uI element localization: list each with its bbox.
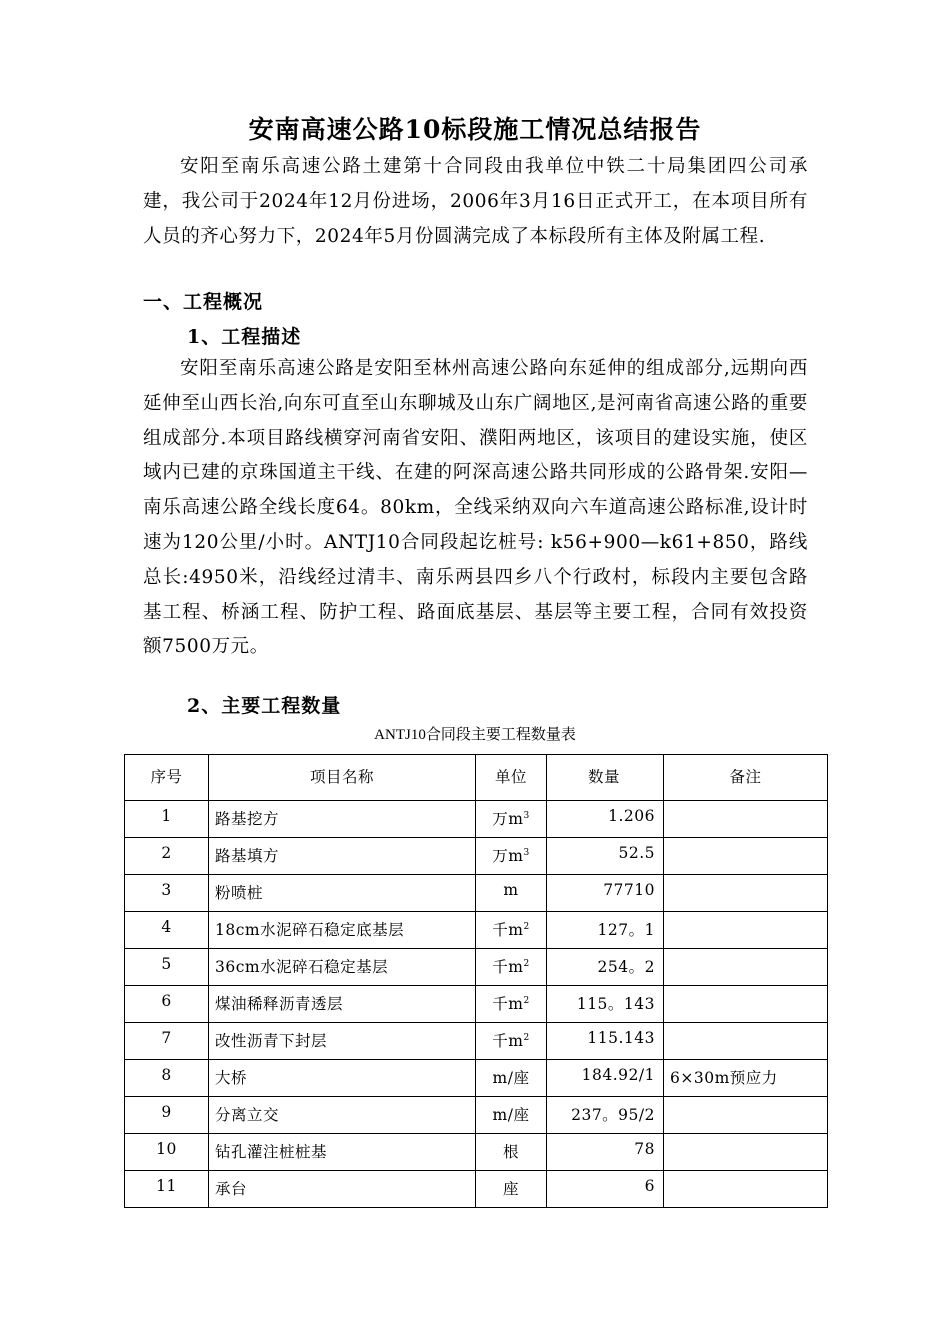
cell-no: 11 xyxy=(125,1171,209,1208)
cell-qty: 115.143 xyxy=(547,1023,664,1060)
cell-qty: 115。143 xyxy=(547,986,664,1023)
description-paragraph: 安阳至南乐高速公路是安阳至林州高速公路向东延伸的组成部分,远期向西延伸至山西长治,向东可直至山东聊城及山东广阔地区,是河南省高速公路的重要组成部分.本项目路线横穿河南省安阳、濮阳两地区，该项目的建设实施，使区域内已建的京珠国道主干线、在建的阿深高速公路共同形成的公路骨架.安阳—南乐高速公路全线长度64。80km，全线采纳双向六车道高速公路标准,设计时速为120公里/小时。ANTJ10合同段起讫桩号: k56+900—k61+850，路线总长:4950米，沿线经过清丰、南乐两县四乡八个行政村，标段内主要包含路基工程、桥涵工程、防护工程、路面底基层、基层等主要工程，合同有效投资额7500万元。 xyxy=(143,358,808,658)
cell-note xyxy=(664,986,828,1023)
header-no: 序号 xyxy=(125,755,209,801)
cell-unit xyxy=(476,1060,547,1097)
table-row xyxy=(125,912,828,949)
subsection-heading-quantities: 2、主要工程数量 xyxy=(187,695,342,717)
table-caption: ANTJ10合同段主要工程数量表 xyxy=(374,727,576,743)
cell-qty: 254。2 xyxy=(547,949,664,986)
table-row xyxy=(125,949,828,986)
intro-paragraph: 安阳至南乐高速公路土建第十合同段由我单位中铁二十局集团四公司承建，我公司于2024年12月份进场，2006年3月16日正式开工，在本项目所有人员的齐心努力下，2024年5月份圆满完成了本标段所有主体及附属工程. xyxy=(143,156,808,247)
cell-unit xyxy=(476,1023,547,1060)
cell-qty: 78 xyxy=(547,1134,664,1171)
cell-no: 4 xyxy=(125,912,209,949)
cell-no: 1 xyxy=(125,801,209,838)
unit-text: 座 xyxy=(502,1180,519,1198)
cell-no: 2 xyxy=(125,838,209,875)
unit-text: m/座 xyxy=(492,1069,530,1087)
table-row xyxy=(125,986,828,1023)
cell-note xyxy=(664,1171,828,1208)
cell-note xyxy=(664,1023,828,1060)
cell-unit xyxy=(476,1134,547,1171)
cell-qty: 77710 xyxy=(547,875,664,912)
table-row xyxy=(125,1023,828,1060)
cell-no: 7 xyxy=(125,1023,209,1060)
table-row xyxy=(125,801,828,838)
cell-name: 分离立交 xyxy=(209,1097,476,1134)
cell-qty: 237。95/2 xyxy=(547,1097,664,1134)
section-heading-overview: 一、工程概况 xyxy=(143,291,264,313)
cell-qty: 184.92/1 xyxy=(547,1060,664,1097)
cell-note xyxy=(664,875,828,912)
table-row xyxy=(125,1097,828,1134)
cell-note xyxy=(664,838,828,875)
cell-qty: 127。1 xyxy=(547,912,664,949)
unit-sup: 2 xyxy=(523,959,530,969)
unit-text: 千m xyxy=(492,921,524,939)
cell-name: 改性沥青下封层 xyxy=(209,1023,476,1060)
cell-qty: 1.206 xyxy=(547,801,664,838)
unit-sup: 2 xyxy=(523,996,530,1006)
cell-qty: 52.5 xyxy=(547,838,664,875)
header-note: 备注 xyxy=(664,755,828,801)
cell-name: 钻孔灌注桩桩基 xyxy=(209,1134,476,1171)
table-row xyxy=(125,838,828,875)
cell-no: 6 xyxy=(125,986,209,1023)
cell-name: 粉喷桩 xyxy=(209,875,476,912)
quantities-table xyxy=(124,754,828,1208)
unit-text: 根 xyxy=(502,1143,519,1161)
cell-unit xyxy=(476,838,547,875)
table-row xyxy=(125,875,828,912)
cell-unit xyxy=(476,912,547,949)
unit-sup: 2 xyxy=(523,922,530,932)
unit-text: m/座 xyxy=(492,1106,530,1124)
unit-text: 千m xyxy=(492,1032,524,1050)
table-header-row xyxy=(125,755,828,801)
cell-note xyxy=(664,949,828,986)
cell-name: 路基挖方 xyxy=(209,801,476,838)
cell-no: 3 xyxy=(125,875,209,912)
table-row xyxy=(125,1060,828,1097)
header-unit: 单位 xyxy=(476,755,547,801)
unit-text: 万m xyxy=(492,847,524,865)
cell-unit xyxy=(476,801,547,838)
cell-name: 36cm水泥碎石稳定基层 xyxy=(209,949,476,986)
page-title: 安南高速公路10标段施工情况总结报告 xyxy=(248,115,702,144)
cell-note xyxy=(664,912,828,949)
cell-unit xyxy=(476,1171,547,1208)
header-qty: 数量 xyxy=(547,755,664,801)
header-name: 项目名称 xyxy=(209,755,476,801)
cell-note: 6×30m预应力 xyxy=(664,1060,828,1097)
cell-unit xyxy=(476,1097,547,1134)
cell-note xyxy=(664,1134,828,1171)
cell-unit xyxy=(476,875,547,912)
cell-note xyxy=(664,1097,828,1134)
cell-name: 路基填方 xyxy=(209,838,476,875)
cell-no: 10 xyxy=(125,1134,209,1171)
cell-note xyxy=(664,801,828,838)
cell-qty: 6 xyxy=(547,1171,664,1208)
table-row xyxy=(125,1171,828,1208)
unit-text: 千m xyxy=(492,995,524,1013)
unit-text: 千m xyxy=(492,958,524,976)
cell-no: 8 xyxy=(125,1060,209,1097)
cell-name: 大桥 xyxy=(209,1060,476,1097)
cell-no: 9 xyxy=(125,1097,209,1134)
table-row xyxy=(125,1134,828,1171)
cell-no: 5 xyxy=(125,949,209,986)
cell-unit xyxy=(476,949,547,986)
cell-name: 煤油稀释沥青透层 xyxy=(209,986,476,1023)
cell-name: 18cm水泥碎石稳定底基层 xyxy=(209,912,476,949)
unit-text: m xyxy=(503,881,519,899)
unit-sup: 3 xyxy=(523,848,530,858)
unit-sup: 2 xyxy=(523,1033,530,1043)
unit-sup: 3 xyxy=(523,811,530,821)
subsection-heading-description: 1、工程描述 xyxy=(187,326,302,348)
cell-unit xyxy=(476,986,547,1023)
cell-name: 承台 xyxy=(209,1171,476,1208)
unit-text: 万m xyxy=(492,810,524,828)
